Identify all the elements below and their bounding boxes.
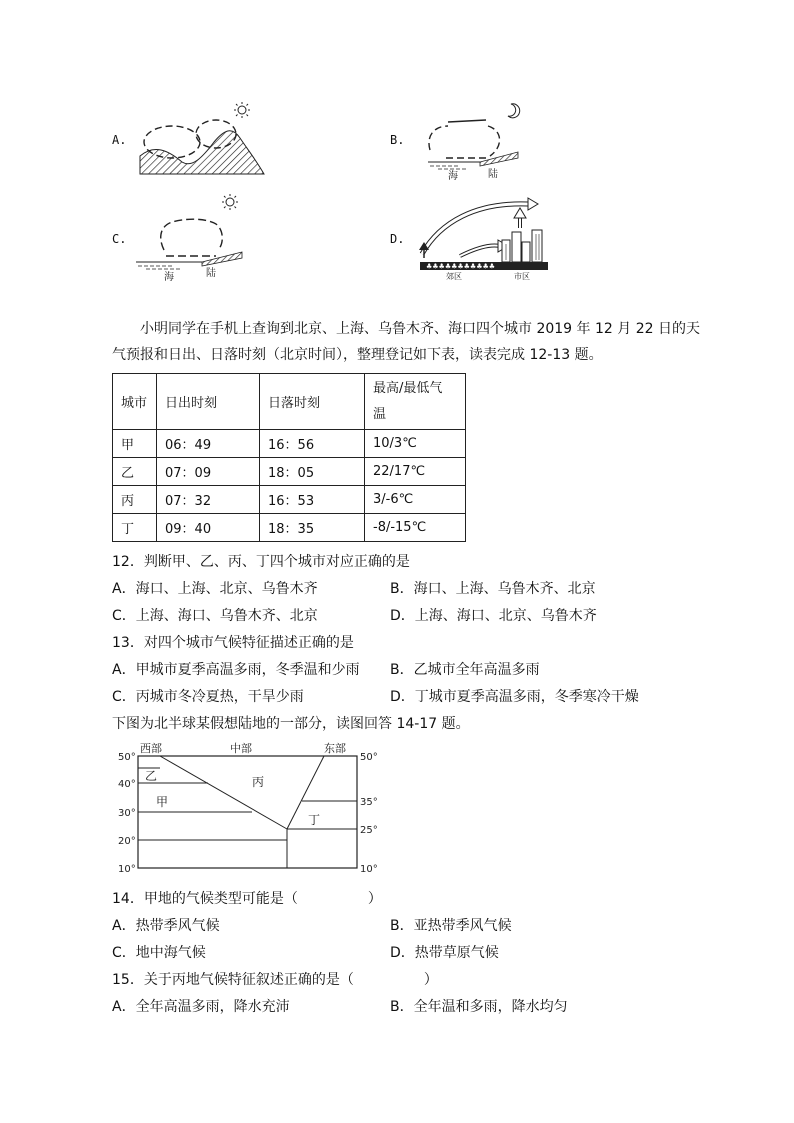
q12-option-b[interactable]: B．海口、上海、乌鲁木齐、北京: [390, 581, 596, 597]
q13-option-b[interactable]: B．乙城市全年高温多雨: [390, 662, 540, 678]
map-middle-label: 中部: [230, 742, 252, 755]
q13-stem: 13．对四个城市气候特征描述正确的是: [112, 635, 354, 651]
lat-right-50: 50°: [360, 752, 378, 763]
lat-left-10: 10°: [118, 864, 136, 875]
sun-icon: [234, 102, 250, 118]
table-cell: 甲: [113, 430, 157, 458]
lat-right-10: 10°: [360, 864, 378, 875]
header-sunrise: 日出时刻: [157, 374, 260, 430]
table-cell: -8/-15℃: [365, 514, 466, 542]
q13-option-c[interactable]: C．丙城市冬冷夏热，干旱少雨: [112, 689, 304, 705]
map-east-label: 东部: [324, 742, 346, 755]
figure-d-suburb-label: 郊区: [446, 272, 462, 281]
figure-c-sea-label: 海: [164, 272, 174, 283]
table-row: [113, 430, 466, 458]
figure-c-land-label: 陆: [206, 268, 216, 279]
option-b-label: B.: [390, 133, 405, 147]
map-west-label: 西部: [140, 742, 162, 755]
region-bing: 丙: [252, 775, 265, 789]
q12-option-a[interactable]: A．海口、上海、北京、乌鲁木齐: [112, 581, 318, 597]
option-a-label: A.: [112, 133, 127, 147]
city-weather-table: [112, 373, 466, 542]
q13-option-a[interactable]: A．甲城市夏季高温多雨，冬季温和少雨: [112, 662, 360, 678]
table-cell: 丙: [113, 486, 157, 514]
table-cell: 06：49: [157, 430, 260, 458]
region-jia: 甲: [156, 795, 169, 809]
table-cell: 16：56: [260, 430, 365, 458]
lat-left-30: 30°: [118, 808, 136, 819]
q14-option-c[interactable]: C．地中海气候: [112, 945, 206, 961]
q14-option-b[interactable]: B．亚热带季风气候: [390, 918, 512, 934]
lat-left-40: 40°: [118, 779, 136, 790]
lat-left-50: 50°: [118, 752, 136, 763]
figure-c: [132, 192, 252, 284]
header-sunset: 日落时刻: [260, 374, 365, 430]
sun-icon: [222, 194, 238, 210]
q12-option-d[interactable]: D．上海、海口、北京、乌鲁木齐: [390, 608, 597, 624]
table-cell: 3/-6℃: [365, 486, 466, 514]
table-cell: 09：40: [157, 514, 260, 542]
table-cell: 07：09: [157, 458, 260, 486]
intro-line-1: 小明同学在手机上查询到北京、上海、乌鲁木齐、海口四个城市 2019 年 12 月 22 日的天: [140, 321, 700, 337]
q14-option-d[interactable]: D．热带草原气候: [390, 945, 499, 961]
region-yi: 乙: [145, 769, 158, 783]
q15-stem: 15．关于丙地气候特征叙述正确的是（ ）: [112, 972, 438, 988]
figure-b-land-label: 陆: [488, 169, 498, 180]
figure-b: [418, 100, 528, 182]
table-row: [113, 486, 466, 514]
map-intro: 下图为北半球某假想陆地的一部分，读图回答 14-17 题。: [112, 716, 470, 732]
q15-option-a[interactable]: A．全年高温多雨，降水充沛: [112, 999, 290, 1015]
lat-right-25: 25°: [360, 825, 378, 836]
q14-option-a[interactable]: A．热带季风气候: [112, 918, 220, 934]
q13-option-d[interactable]: D．丁城市夏季高温多雨，冬季寒冷干燥: [390, 689, 639, 705]
table-row: [113, 458, 466, 486]
header-temperature: 最高/最低气 温: [365, 374, 466, 430]
table-cell: 16：53: [260, 486, 365, 514]
figure-b-sea-label: 海: [448, 171, 458, 182]
lat-left-20: 20°: [118, 836, 136, 847]
q12-stem: 12．判断甲、乙、丙、丁四个城市对应正确的是: [112, 554, 410, 570]
option-d-label: D.: [390, 232, 405, 246]
q12-option-c[interactable]: C．上海、海口、乌鲁木齐、北京: [112, 608, 318, 624]
table-cell: 07：32: [157, 486, 260, 514]
table-cell: 18：35: [260, 514, 365, 542]
table-row: [113, 514, 466, 542]
lat-right-35: 35°: [360, 797, 378, 808]
header-city: 城市: [113, 374, 157, 430]
option-c-label: C.: [112, 232, 127, 246]
intro-line-2: 气预报和日出、日落时刻（北京时间），整理登记如下表，读表完成 12-13 题。: [112, 347, 603, 363]
table-cell: 乙: [113, 458, 157, 486]
q15-option-b[interactable]: B．全年温和多雨，降水均匀: [390, 999, 568, 1015]
table-cell: 10/3℃: [365, 430, 466, 458]
q14-stem: 14．甲地的气候类型可能是（ ）: [112, 891, 382, 907]
moon-icon: [508, 104, 520, 118]
table-cell: 18：05: [260, 458, 365, 486]
region-ding: 丁: [308, 813, 321, 827]
table-cell: 丁: [113, 514, 157, 542]
figure-d: [416, 192, 552, 282]
hypothetical-land-map: [112, 738, 392, 878]
figure-a: [132, 98, 272, 178]
svg-text:♣♣♣♣♣♣♣♣♣♣♣: ♣♣♣♣♣♣♣♣♣♣♣: [426, 262, 496, 271]
table-cell: 22/17℃: [365, 458, 466, 486]
figure-d-city-label: 市区: [514, 272, 530, 281]
